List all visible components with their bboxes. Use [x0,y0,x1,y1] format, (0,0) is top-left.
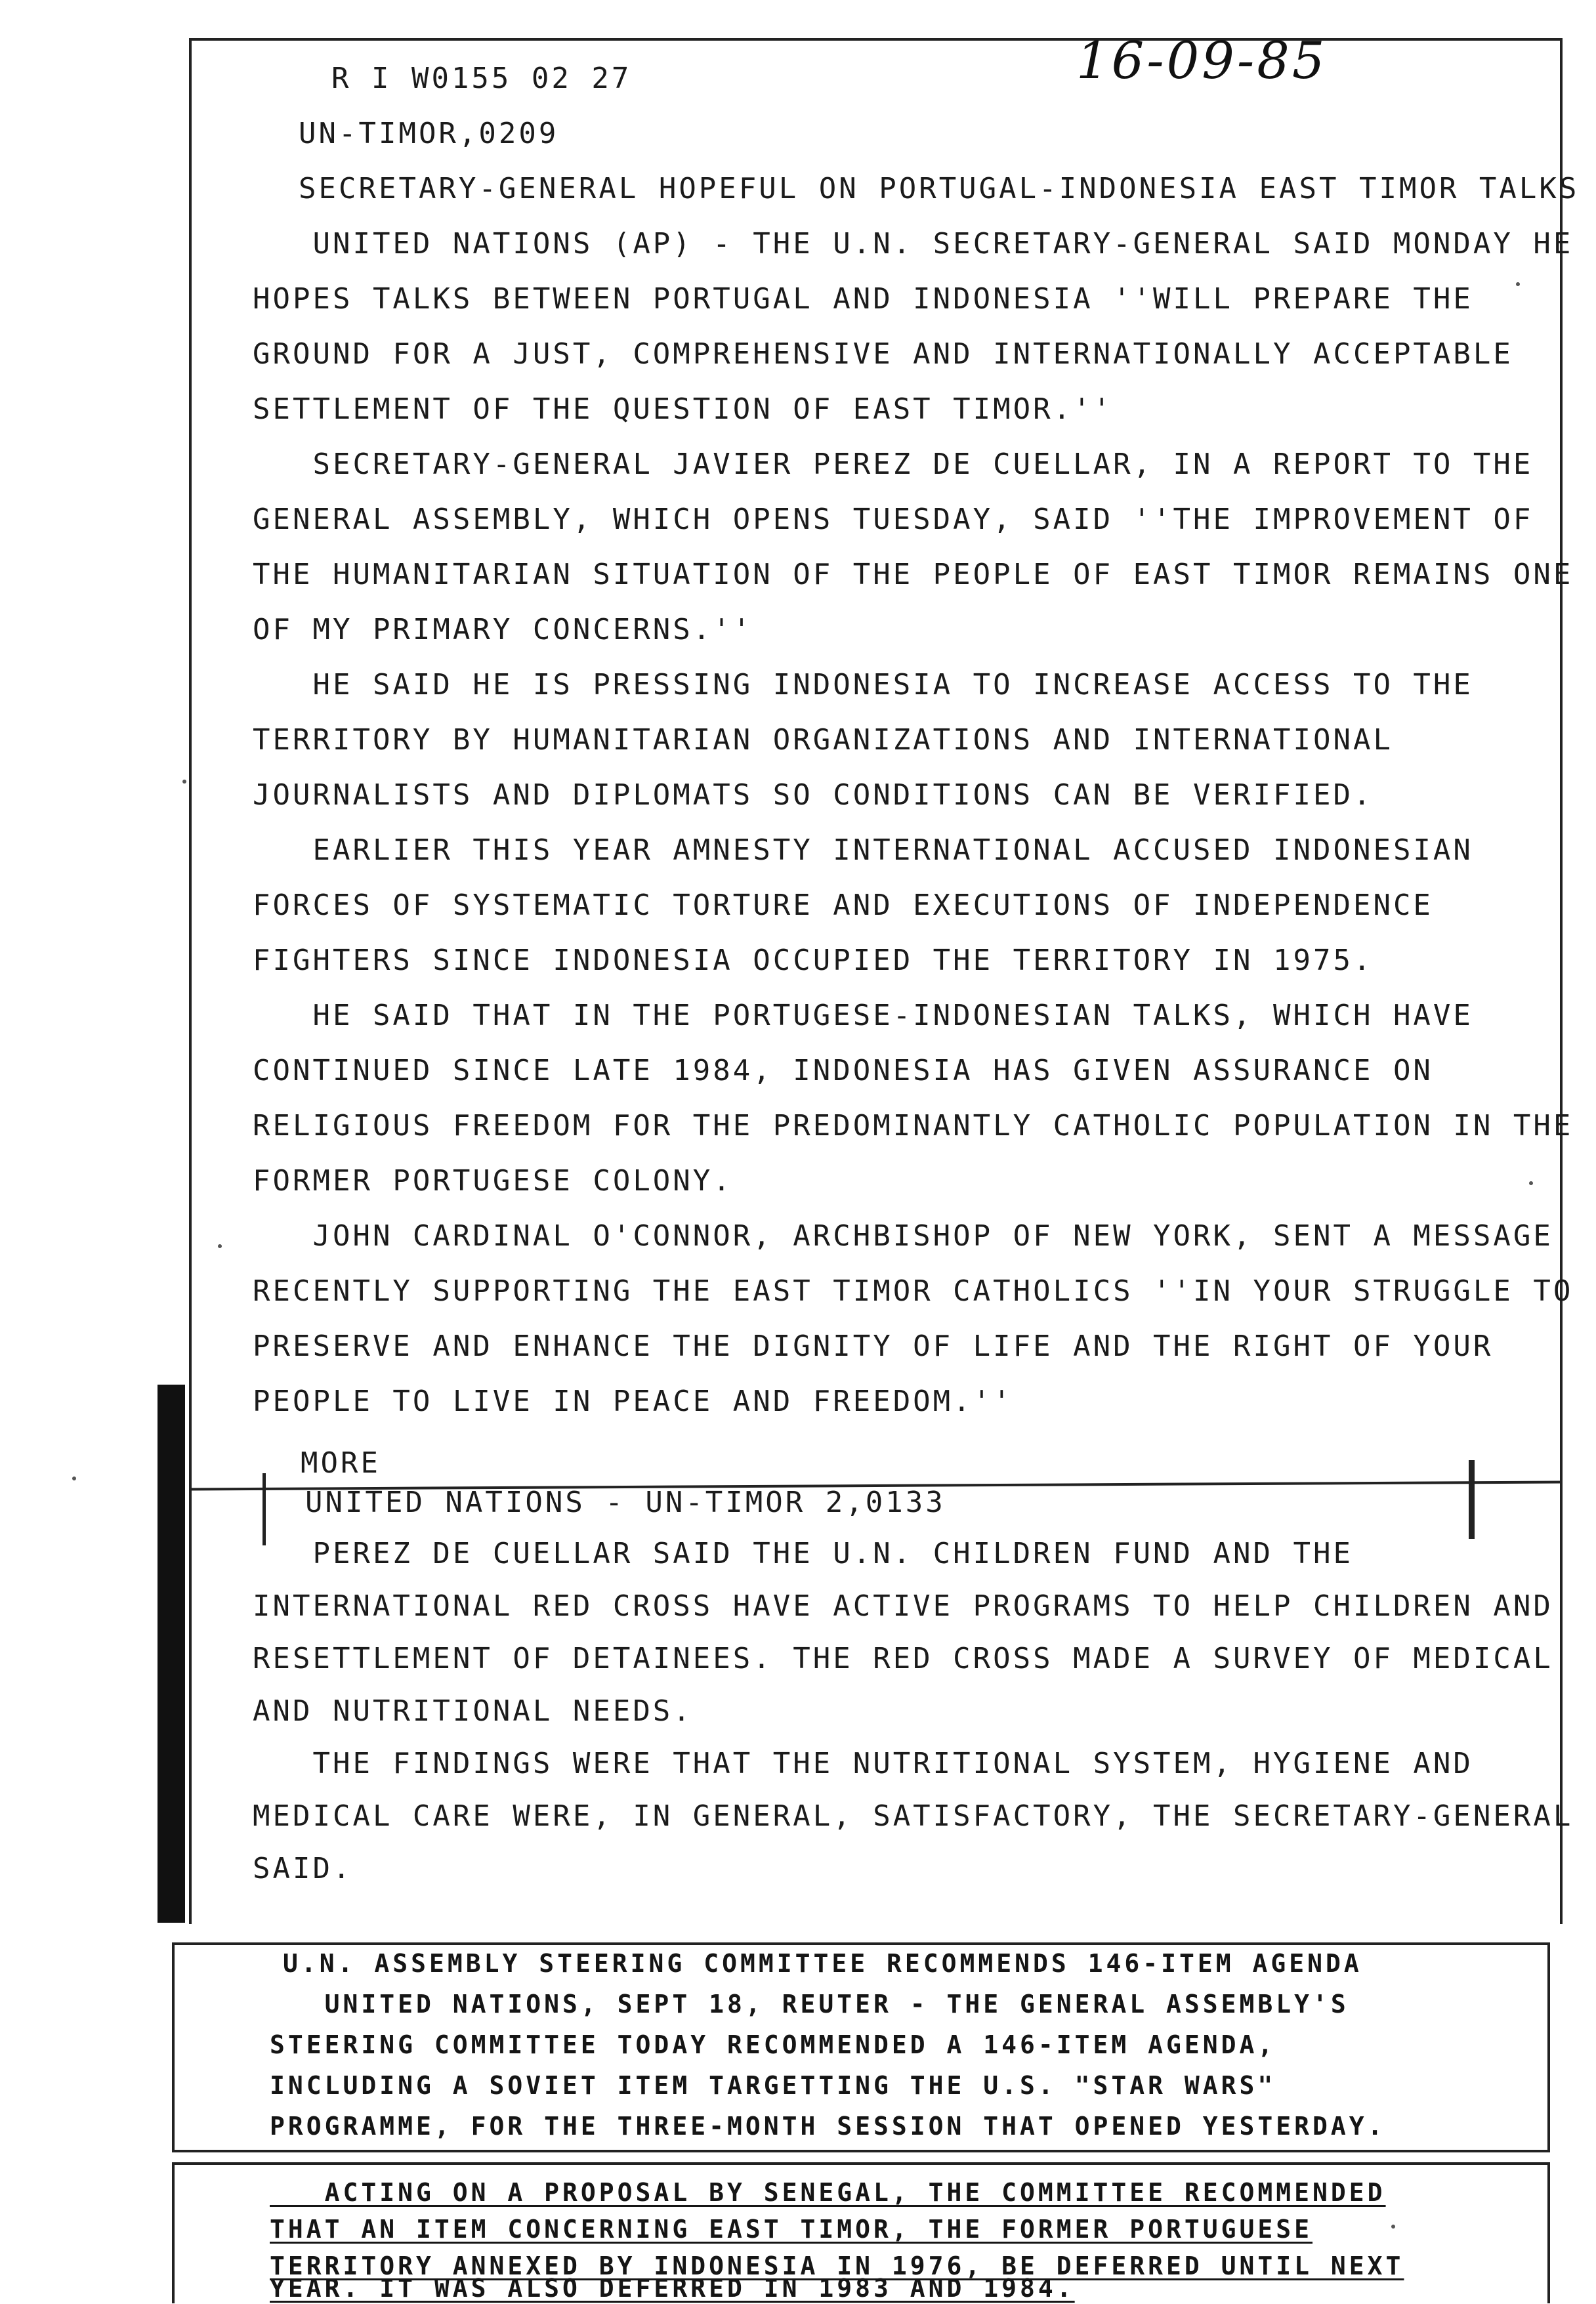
body-line: EARLIER THIS YEAR AMNESTY INTERNATIONAL ACCUSED INDONESIAN [253,833,1473,867]
body-line: SAID. [253,1852,353,1885]
body-line: PRESERVE AND ENHANCE THE DIGNITY OF LIFE AND THE RIGHT OF YOUR [253,1330,1494,1363]
body-line: MEDICAL CARE WERE, IN GENERAL, SATISFACTORY, THE SECRETARY-GENERAL [253,1799,1574,1833]
story-headline: SECRETARY-GENERAL HOPEFUL ON PORTUGAL-INDONESIA EAST TIMOR TALKS [299,172,1580,205]
scan-speck [1516,282,1520,286]
clip-headline: U.N. ASSEMBLY STEERING COMMITTEE RECOMMENDS 146-ITEM AGENDA [283,1949,1362,1978]
scan-edge-shadow [158,1385,185,1923]
body-line: GENERAL ASSEMBLY, WHICH OPENS TUESDAY, SAID ''THE IMPROVEMENT OF [253,503,1534,536]
clip-line: UNITED NATIONS, SEPT 18, REUTER - THE GENERAL ASSEMBLY'S [270,1990,1349,2019]
body-line: PEOPLE TO LIVE IN PEACE AND FREEDOM.'' [253,1385,1013,1418]
scan-speck [182,780,186,784]
divider-tick-mark [1469,1460,1475,1539]
body-line: GROUND FOR A JUST, COMPREHENSIVE AND INTERNATIONALLY ACCEPTABLE [253,337,1513,371]
clip-underlined-line: TERRITORY ANNEXED BY INDONESIA IN 1976, BE DEFERRED UNTIL NEXT [270,2252,1404,2280]
body-line: FORMER PORTUGESE COLONY. [253,1164,733,1198]
clip-line: PROGRAMME, FOR THE THREE-MONTH SESSION THAT OPENED YESTERDAY. [270,2112,1386,2141]
clip-line: INCLUDING A SOVIET ITEM TARGETTING THE U.S. "STAR WARS" [270,2071,1276,2100]
more-marker: MORE [301,1446,381,1480]
clip-line: STEERING COMMITTEE TODAY RECOMMENDED A 146-ITEM AGENDA, [270,2030,1276,2059]
handwritten-date: 16-09-85 [1076,31,1328,91]
body-line: PEREZ DE CUELLAR SAID THE U.N. CHILDREN FUND AND THE [253,1537,1353,1570]
body-line: CONTINUED SINCE LATE 1984, INDONESIA HAS GIVEN ASSURANCE ON [253,1054,1433,1087]
body-line: THE FINDINGS WERE THAT THE NUTRITIONAL SYSTEM, HYGIENE AND [253,1747,1473,1780]
scan-speck [1391,2225,1395,2229]
story2-slug: UNITED NATIONS - UN-TIMOR 2,0133 [305,1486,946,1519]
reuter-clipping-2 [172,2162,1550,2303]
body-line: HE SAID HE IS PRESSING INDONESIA TO INCREASE ACCESS TO THE [253,668,1473,702]
body-line: SECRETARY-GENERAL JAVIER PEREZ DE CUELLAR, IN A REPORT TO THE [253,448,1534,481]
body-line: HE SAID THAT IN THE PORTUGESE-INDONESIAN TALKS, WHICH HAVE [253,999,1473,1032]
body-line: UNITED NATIONS (AP) - THE U.N. SECRETARY-GENERAL SAID MONDAY HE [253,227,1574,261]
dispatch-code: R I W0155 02 27 [331,62,632,95]
scan-speck [72,1477,76,1480]
clip-underlined-line: THAT AN ITEM CONCERNING EAST TIMOR, THE FORMER PORTUGUESE [270,2215,1313,2244]
body-line: JOHN CARDINAL O'CONNOR, ARCHBISHOP OF NEW YORK, SENT A MESSAGE [253,1219,1553,1253]
body-line: INTERNATIONAL RED CROSS HAVE ACTIVE PROGRAMS TO HELP CHILDREN AND [253,1589,1553,1623]
clip-underlined-line: YEAR. IT WAS ALSO DEFERRED IN 1983 AND 1984. [270,2274,1075,2303]
scan-speck [218,1244,222,1248]
body-line: FIGHTERS SINCE INDONESIA OCCUPIED THE TERRITORY IN 1975. [253,944,1374,977]
reuter-clipping-1 [172,1942,1550,2152]
body-line: JOURNALISTS AND DIPLOMATS SO CONDITIONS CAN BE VERIFIED. [253,778,1374,812]
body-line: THE HUMANITARIAN SITUATION OF THE PEOPLE OF EAST TIMOR REMAINS ONE [253,558,1574,591]
divider-tick-mark [262,1473,266,1545]
body-line: OF MY PRIMARY CONCERNS.'' [253,613,753,646]
story-slug: UN-TIMOR,0209 [299,117,559,150]
body-line: RECENTLY SUPPORTING THE EAST TIMOR CATHOLICS ''IN YOUR STRUGGLE TO [253,1274,1574,1308]
body-line: SETTLEMENT OF THE QUESTION OF EAST TIMOR.'' [253,392,1114,426]
body-line: RESETTLEMENT OF DETAINEES. THE RED CROSS MADE A SURVEY OF MEDICAL [253,1642,1553,1675]
clip-underlined-line: ACTING ON A PROPOSAL BY SENEGAL, THE COMMITTEE RECOMMENDED [270,2178,1386,2207]
body-line: AND NUTRITIONAL NEEDS. [253,1694,693,1728]
body-line: FORCES OF SYSTEMATIC TORTURE AND EXECUTIONS OF INDEPENDENCE [253,889,1433,922]
body-line: TERRITORY BY HUMANITARIAN ORGANIZATIONS AND INTERNATIONAL [253,723,1393,757]
body-line: HOPES TALKS BETWEEN PORTUGAL AND INDONESIA ''WILL PREPARE THE [253,282,1473,316]
body-line: RELIGIOUS FREEDOM FOR THE PREDOMINANTLY CATHOLIC POPULATION IN THE [253,1109,1574,1142]
scan-speck [1529,1181,1533,1185]
